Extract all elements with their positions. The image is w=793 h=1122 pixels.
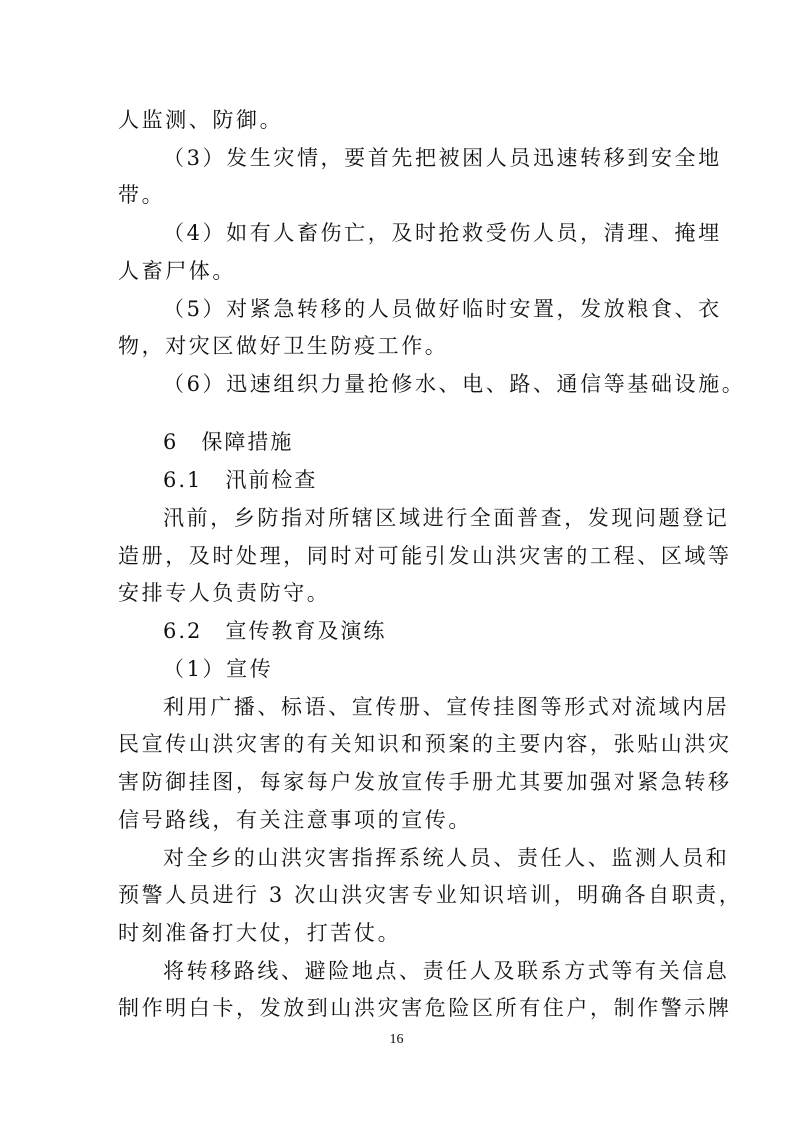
paragraph-line: （6）迅速组织力量抢修水、电、路、通信等基础设施。 (163, 372, 746, 396)
paragraph-line: 带。 (118, 183, 166, 207)
page-number: 16 (389, 1032, 404, 1047)
paragraph-line: （5）对紧急转移的人员做好临时安置，发放粮食、衣 (163, 297, 722, 321)
paragraph-line: 汛前，乡防指对所辖区域进行全面普查，发现问题登记 (163, 506, 730, 530)
paragraph-line: 害防御挂图，每家每户发放宣传手册尤其要加强对紧急转移 (118, 770, 732, 794)
paragraph-line: （4）如有人畜伤亡，及时抢救受伤人员，清理、掩埋 (163, 221, 722, 245)
list-heading: （1）宣传 (163, 657, 274, 681)
subsection-heading: 6.2 宣传教育及演练 (163, 619, 387, 643)
section-heading: 6 保障措施 (163, 430, 294, 454)
paragraph-line: 造册，及时处理，同时对可能引发山洪灾害的工程、区域等 (118, 544, 732, 568)
paragraph-line: 物，对灾区做好卫生防疫工作。 (118, 334, 449, 358)
paragraph-line: （3）发生灾情，要首先把被困人员迅速转移到安全地 (163, 146, 722, 170)
paragraph-line: 人畜尸体。 (118, 259, 236, 283)
paragraph-line: 将转移路线、避险地点、责任人及联系方式等有关信息 (163, 959, 730, 983)
subsection-heading: 6.1 汛前检查 (163, 468, 318, 492)
paragraph-line: 制作明白卡，发放到山洪灾害危险区所有住户，制作警示牌 (118, 996, 732, 1020)
paragraph-line: 民宣传山洪灾害的有关知识和预案的主要内容，张贴山洪灾 (118, 732, 732, 756)
paragraph-line: 信号路线，有关注意事项的宣传。 (118, 808, 472, 832)
paragraph-line: 预警人员进行 3 次山洪灾害专业知识培训，明确各自职责， (118, 883, 743, 907)
paragraph-line: 利用广播、标语、宣传册、宣传挂图等形式对流域内居 (163, 695, 730, 719)
paragraph-line: 人监测、防御。 (118, 108, 284, 132)
paragraph-line: 时刻准备打大仗，打苦仗。 (118, 921, 402, 945)
paragraph-line: 安排专人负责防守。 (118, 581, 331, 605)
paragraph-line: 对全乡的山洪灾害指挥系统人员、责任人、监测人员和 (163, 846, 730, 870)
